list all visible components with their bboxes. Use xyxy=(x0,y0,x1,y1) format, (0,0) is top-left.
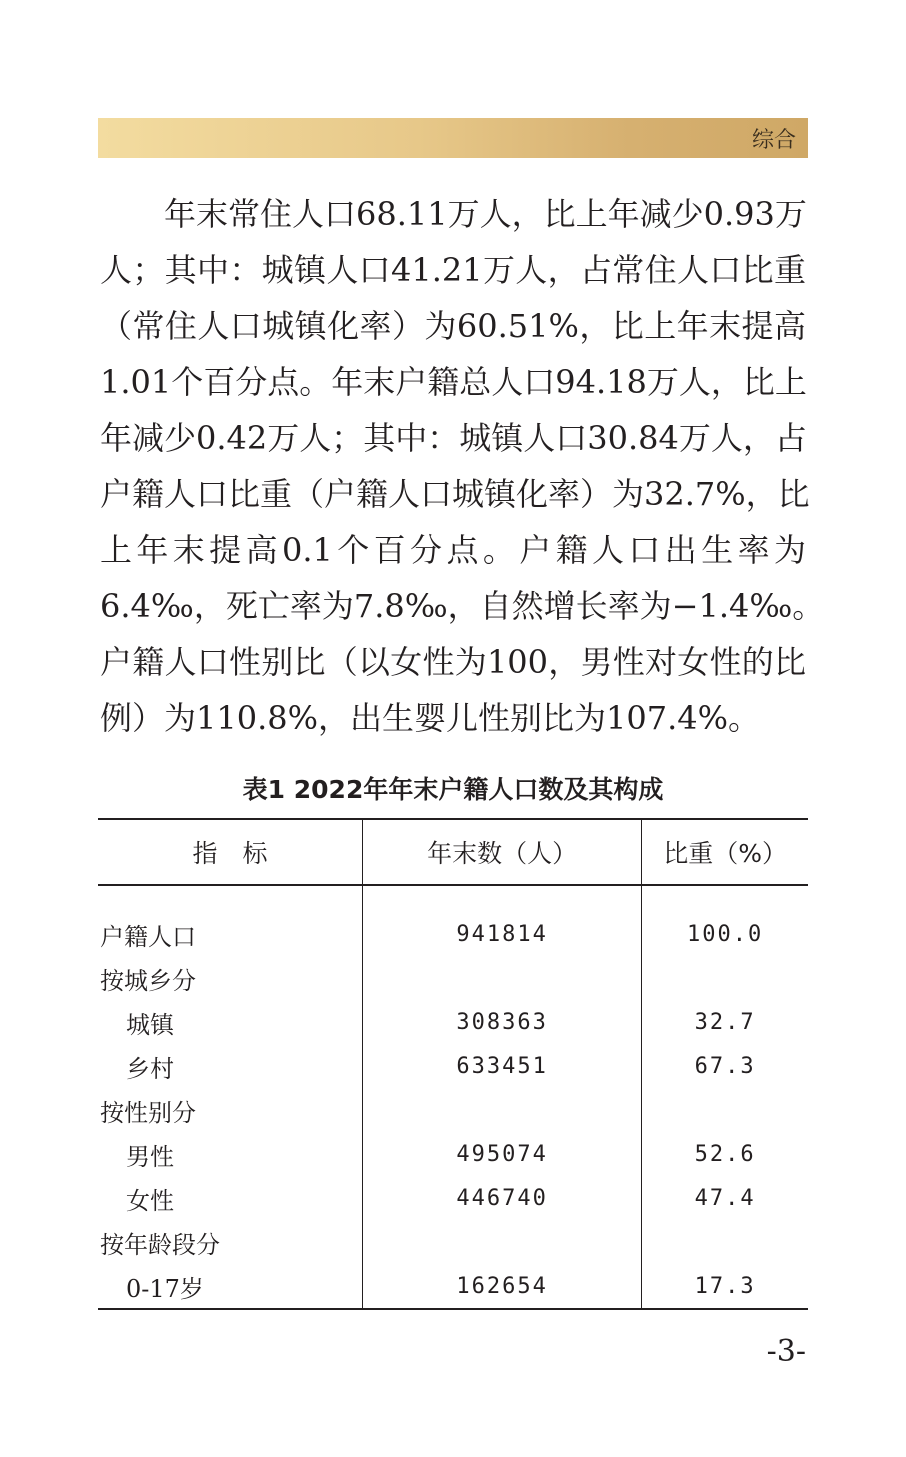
row-count xyxy=(363,1220,642,1264)
row-label: 女性 xyxy=(126,1186,174,1215)
row-share: 67.3 xyxy=(642,1044,808,1088)
row-share: 32.7 xyxy=(642,1000,808,1044)
row-label: 男性 xyxy=(126,1142,174,1171)
table-row xyxy=(98,912,808,956)
header-indicator: 指 标 xyxy=(98,819,363,885)
paragraph-line: 上年末提高0.1个百分点。户籍人口出生率为 xyxy=(100,531,806,569)
paragraph-line: 年末常住人口68.11万人，比上年减少0.93万 xyxy=(100,195,807,233)
table-row xyxy=(98,1176,808,1220)
paragraph-line: 1.01个百分点。年末户籍总人口94.18万人，比上 xyxy=(100,363,807,401)
table-row xyxy=(98,956,808,1000)
row-count xyxy=(363,956,642,1000)
row-label: 乡村 xyxy=(126,1054,174,1083)
body-paragraph xyxy=(100,186,825,746)
table-spacer-row xyxy=(98,885,808,912)
row-count: 446740 xyxy=(363,1176,642,1220)
row-label: 城镇 xyxy=(126,1010,174,1039)
table-row xyxy=(98,1000,808,1044)
row-count: 633451 xyxy=(363,1044,642,1088)
row-share xyxy=(642,1088,808,1132)
paragraph-line: 户籍人口性别比（以女性为100，男性对女性的比 xyxy=(100,643,806,681)
row-share: 47.4 xyxy=(642,1176,808,1220)
paragraph-line: 户籍人口比重（户籍人口城镇化率）为32.7%，比 xyxy=(100,475,810,513)
row-share xyxy=(642,1220,808,1264)
header-share: 比重（%） xyxy=(642,819,808,885)
row-label: 户籍人口 xyxy=(100,922,196,951)
row-count: 308363 xyxy=(363,1000,642,1044)
row-share xyxy=(642,956,808,1000)
header-year-end-count: 年末数（人） xyxy=(363,819,642,885)
table-row xyxy=(98,1132,808,1176)
row-label: 按性别分 xyxy=(100,1098,196,1127)
table-title: 表1 2022年年末户籍人口数及其构成 xyxy=(242,775,664,804)
row-count: 162654 xyxy=(363,1264,642,1309)
row-count: 941814 xyxy=(363,912,642,956)
row-label: 按年龄段分 xyxy=(100,1230,220,1259)
row-share: 17.3 xyxy=(642,1264,808,1309)
section-label: 综合 xyxy=(751,128,796,153)
paragraph-line: 人；其中：城镇人口41.21万人，占常住人口比重 xyxy=(100,251,806,289)
row-share: 100.0 xyxy=(642,912,808,956)
table-row xyxy=(98,1264,808,1309)
row-label: 按城乡分 xyxy=(100,966,196,995)
table-row xyxy=(98,1044,808,1088)
table-header-row xyxy=(98,819,808,885)
row-share: 52.6 xyxy=(642,1132,808,1176)
paragraph-line: 6.4‰，死亡率为7.8‰，自然增长率为−1.4‰。 xyxy=(100,587,825,625)
row-count: 495074 xyxy=(363,1132,642,1176)
population-table xyxy=(98,818,808,1310)
paragraph-line: 例）为110.8%，出生婴儿性别比为107.4%。 xyxy=(100,699,761,737)
table-row xyxy=(98,1088,808,1132)
table-row xyxy=(98,1220,808,1264)
row-count xyxy=(363,1088,642,1132)
paragraph-line: （常住人口城镇化率）为60.51%，比上年末提高 xyxy=(100,307,806,345)
section-header-band xyxy=(98,118,808,158)
paragraph-line: 年减少0.42万人；其中：城镇人口30.84万人，占 xyxy=(100,419,807,457)
page-number: -3- xyxy=(766,1334,806,1369)
row-label: 0-17岁 xyxy=(126,1274,204,1303)
